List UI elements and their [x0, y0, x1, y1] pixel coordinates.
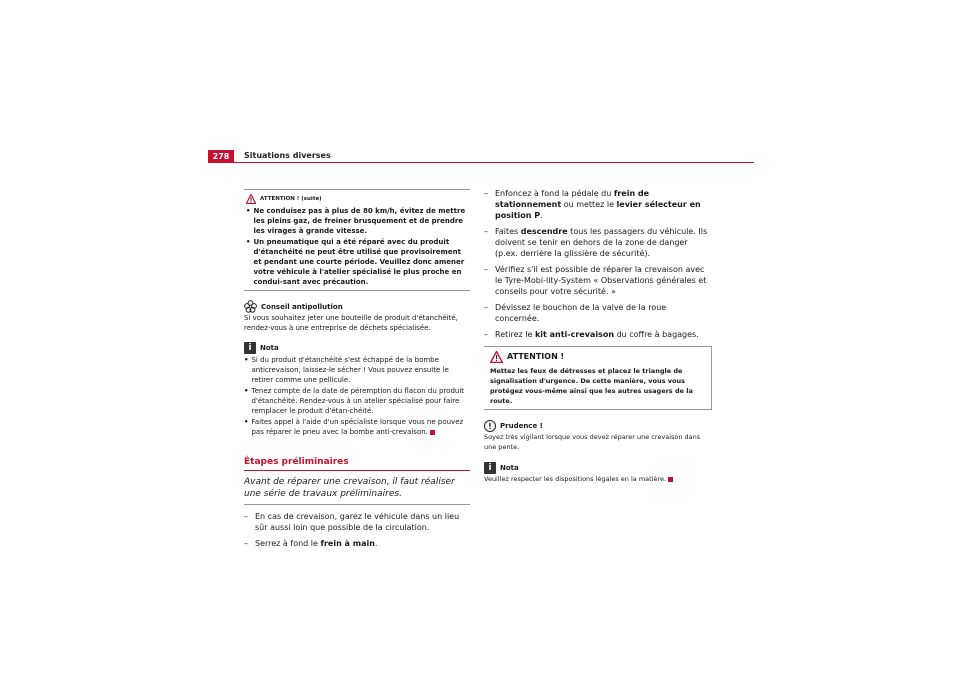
list-item: • Un pneumatique qui a été réparé avec du produit d'étanchéité ne peut être utilisé que provisoirement et pendant une courte période. Veuillez donc amener votre véhicule à l'atelier spécialisé le plus proche en condui-sant avec précaution. — [246, 238, 465, 286]
warning-triangle-icon — [490, 351, 503, 363]
left-column — [244, 189, 470, 554]
end-mark — [668, 477, 673, 482]
nota-right — [484, 462, 712, 484]
nota-title: Nota — [500, 464, 519, 472]
environment-text: Si vous souhaitez jeter une bouteille de produit d'étanchéité, rendez-vous à une entreprise de déchets spécialisée. — [244, 314, 458, 332]
preliminary-section — [244, 457, 470, 549]
caution-block — [484, 420, 712, 452]
environment-tip — [244, 300, 470, 333]
flower-icon — [244, 300, 257, 313]
divider — [244, 504, 470, 505]
step-list — [484, 188, 712, 340]
exclamation-icon: ! — [484, 420, 496, 432]
list-item: • Faites appel à l'aide d'un spécialiste lorsque vous ne pouvez pas réparer le pneu avec la bombe anti-crevaison. — [244, 418, 464, 436]
list-item: – Dévissez le bouchon de la valve de la roue concernée. — [484, 303, 667, 323]
nota-text: Veuillez respecter les dispositions légales en la matière. — [484, 475, 667, 483]
list-item: – Retirez le kit anti-crevaison du coffre à bagages. — [484, 330, 699, 339]
warning-title: ATTENTION ! — [507, 352, 565, 361]
step-list — [244, 511, 470, 549]
header-rule — [208, 162, 754, 163]
section-intro: Avant de réparer une crevaison, il faut réaliser une série de travaux préliminaires. — [244, 477, 455, 499]
warning-continued-title: ATTENTION ! (suite) — [260, 196, 322, 202]
warning-box — [484, 346, 712, 410]
list-item: – En cas de crevaison, garez le véhicule dans un lieu sûr aussi loin que possible de la circulation. — [244, 512, 460, 532]
list-item: – Vérifiez s'il est possible de réparer la crevaison avec le Tyre-Mobi-lity-System « Observations générales et conseils pour votre sécurité. » — [484, 265, 707, 296]
section-heading: Étapes préliminaires — [244, 457, 349, 467]
nota-title: Nota — [260, 344, 279, 352]
section-rule — [244, 470, 470, 471]
list-item: • Ne conduisez pas à plus de 80 km/h, évitez de mettre les pleins gaz, de freiner brusquement et de prendre les virages à grande vitesse. — [246, 207, 466, 235]
page-number: 278 — [208, 150, 234, 163]
note-icon: i — [244, 342, 256, 354]
list-item: • Si du produit d'étanchéité s'est échappé de la bombe anticrevaison, laissez-le sécher ! Vous pouvez ensuite le retirer comme une pellicule. — [244, 356, 449, 384]
caution-title: Prudence ! — [500, 422, 543, 430]
environment-title: Conseil antipollution — [261, 302, 343, 311]
list-item: • Tenez compte de la date de péremption du flacon du produit d'étanchéité. Rendez-vous à un atelier spécialisé pour faire remplacer le produit d'étan-chéité. — [244, 387, 465, 415]
caution-text: Soyez très vigilant lorsque vous devez réparer une crevaison dans une pente. — [484, 433, 701, 451]
nota-left — [244, 342, 470, 437]
right-column — [484, 188, 712, 484]
list-item: – Serrez à fond le frein à main. — [244, 539, 378, 548]
warning-continued-header — [246, 193, 467, 205]
end-mark — [430, 430, 435, 435]
note-icon: i — [484, 462, 496, 474]
warning-text: Mettez les feux de détresses et placez le triangle de signalisation d'urgence. De cette manière, vous vous protégez vous-même ainsi que les autres usagers de la route. — [490, 367, 693, 405]
list-item: – Faites descendre tous les passagers du véhicule. Ils doivent se tenir en dehors de la zone de danger (p.ex. derrière la glissière de sécurité). — [484, 227, 708, 258]
warning-continued-box — [244, 189, 470, 291]
warning-triangle-icon — [246, 194, 256, 204]
running-header: Situations diverses — [244, 151, 331, 160]
list-item: – Enfoncez à fond la pédale du frein de stationnement ou mettez le levier sélecteur en position P. — [484, 189, 701, 220]
